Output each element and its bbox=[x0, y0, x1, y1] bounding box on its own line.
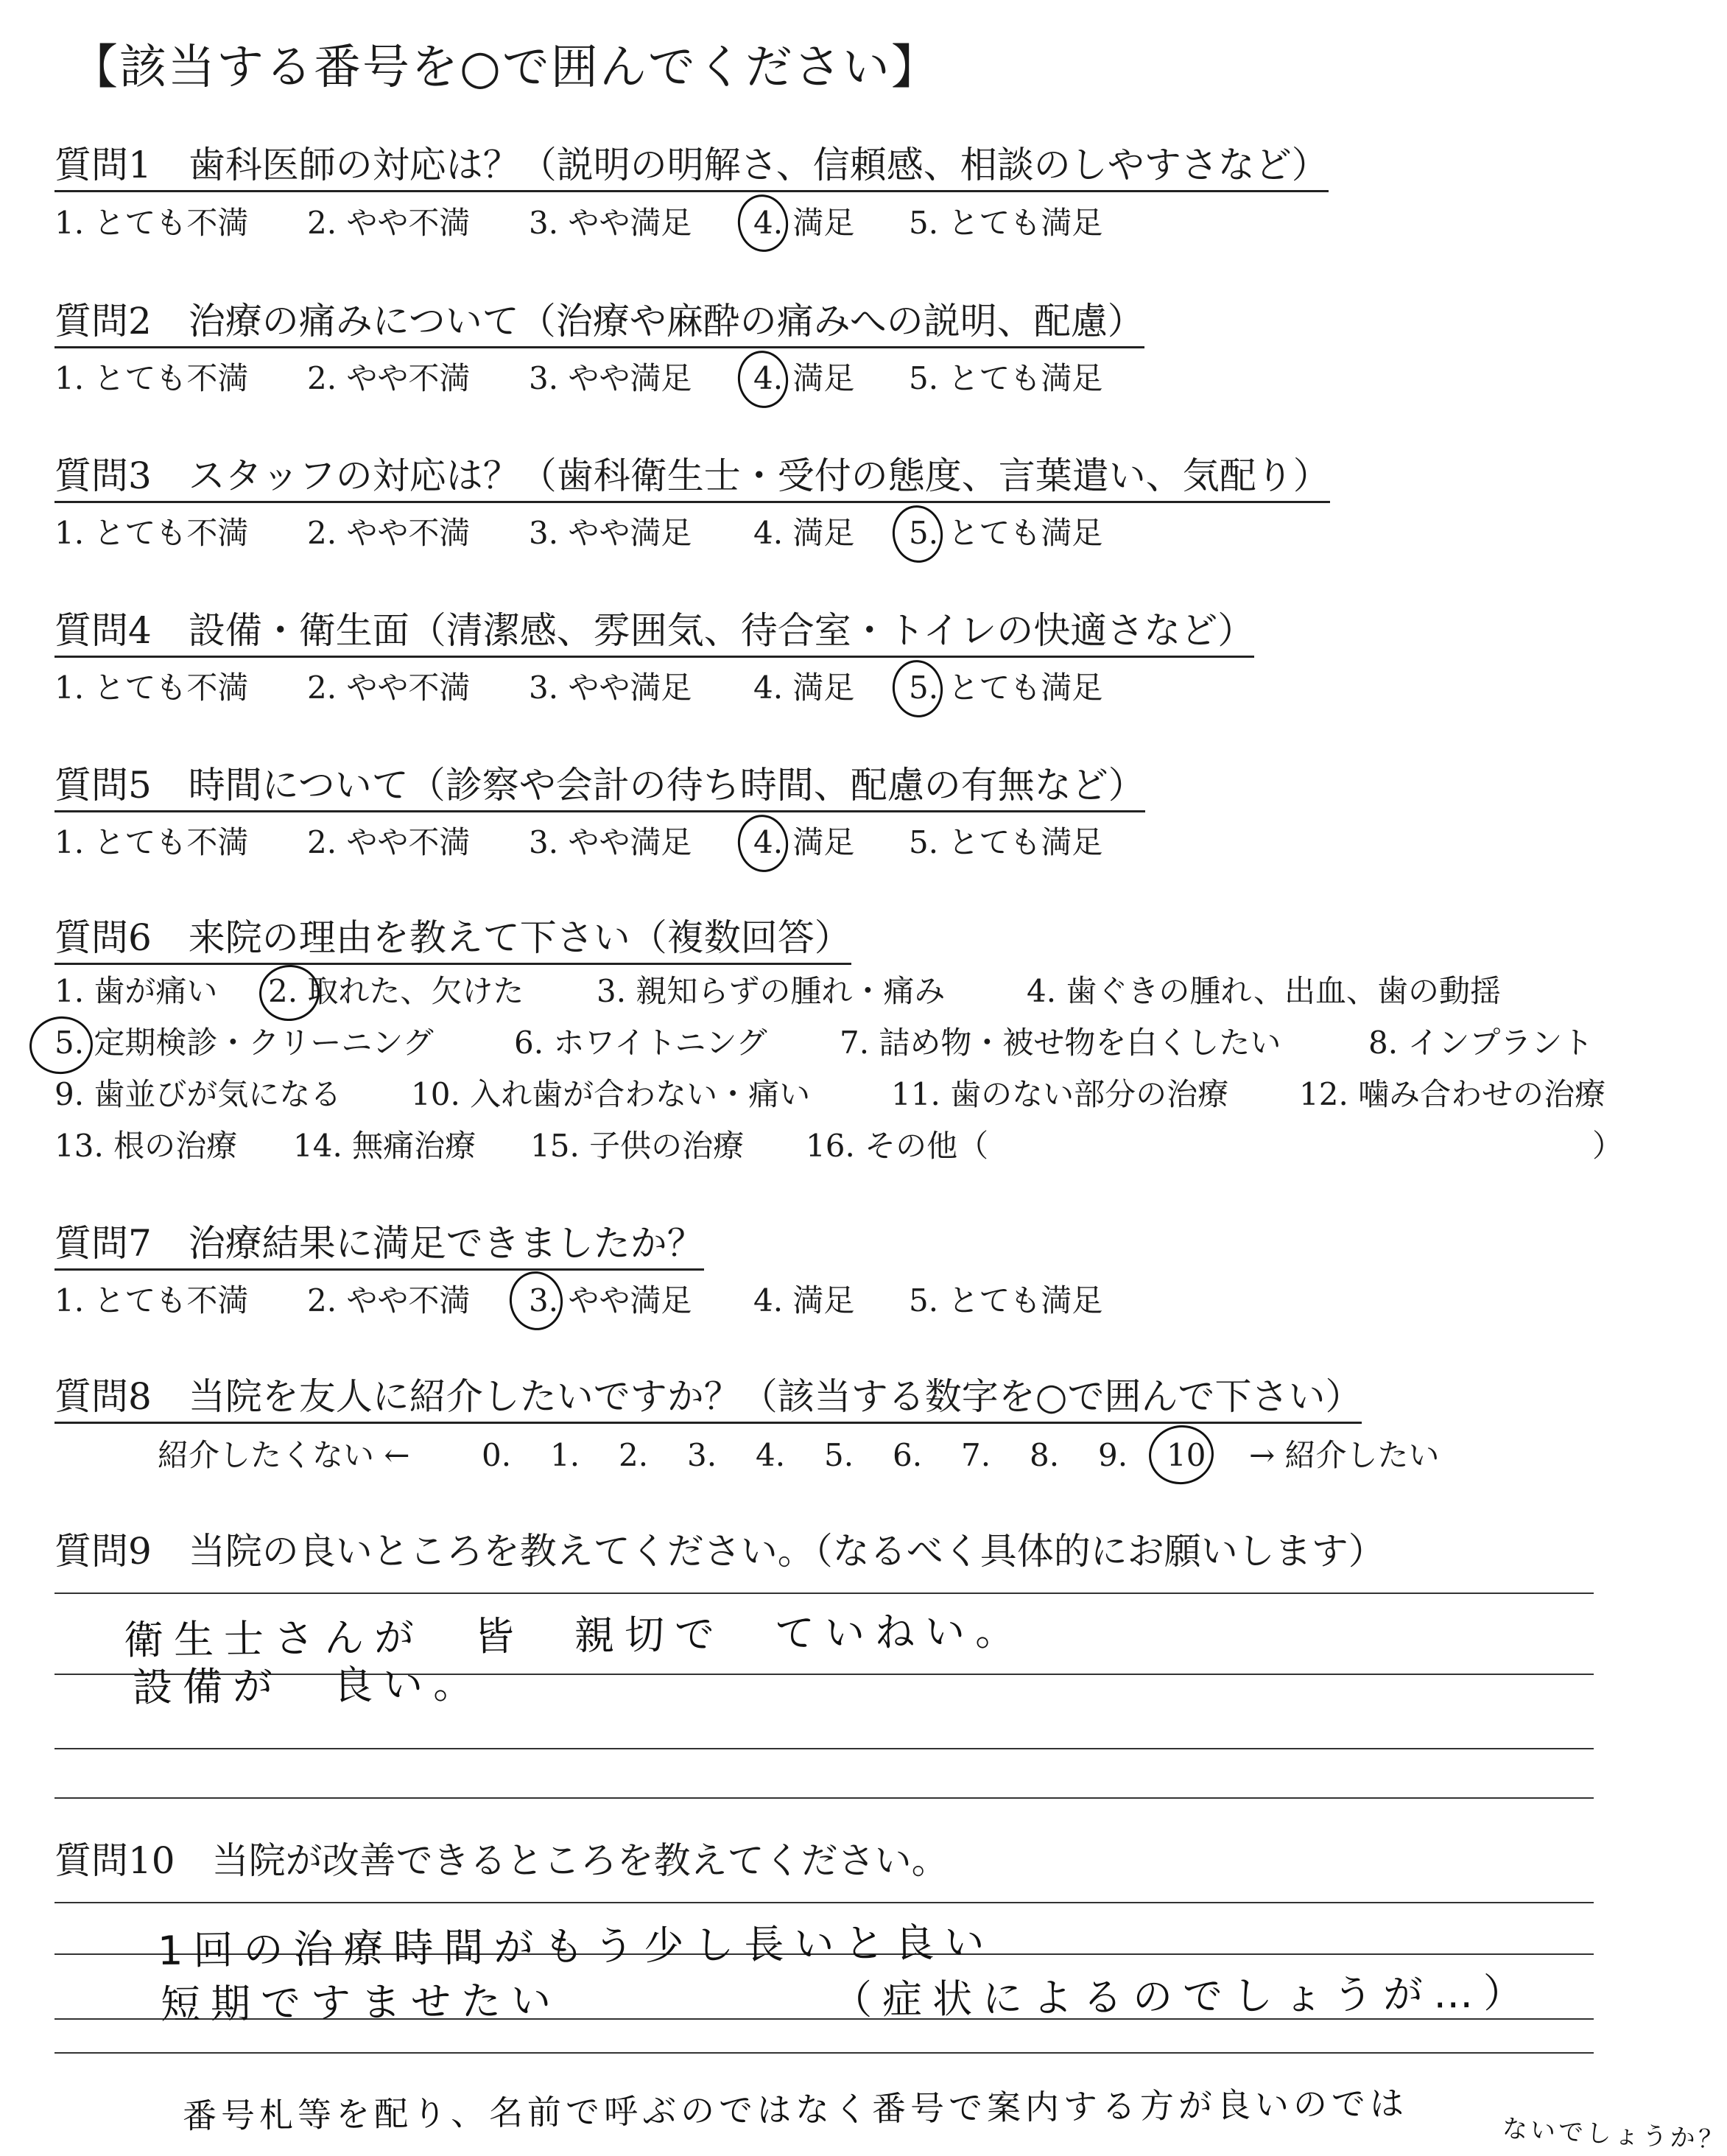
q6-option-4[interactable]: 4. 歯ぐきの腫れ、出血、歯の動揺 bbox=[1027, 973, 1501, 1009]
q3-option-5[interactable]: 5. とても満足 bbox=[909, 515, 1103, 551]
q4-option-4[interactable]: 4. 満足 bbox=[753, 670, 855, 706]
q5-option-3[interactable]: 3. やや満足 bbox=[529, 824, 692, 860]
q4-option-5[interactable]: 5. とても満足 bbox=[909, 670, 1103, 706]
q2-option-3[interactable]: 3. やや満足 bbox=[529, 360, 692, 396]
q6-other-close-paren: ） bbox=[1592, 1128, 1624, 1164]
question-3-label: 質問3 スタッフの対応は？（歯科衛生士・受付の態度、言葉遣い、気配り） bbox=[54, 455, 1330, 503]
question-4-label: 質問4 設備・衛生面（清潔感、雰囲気、待合室・トイレの快適さなど） bbox=[54, 610, 1254, 658]
q3-option-3[interactable]: 3. やや満足 bbox=[529, 515, 692, 551]
q2-option-5[interactable]: 5. とても満足 bbox=[909, 360, 1103, 396]
q8-scale-3[interactable]: 3. bbox=[687, 1437, 717, 1473]
q3-option-1[interactable]: 1. とても不満 bbox=[54, 515, 249, 551]
q5-option-2[interactable]: 2. やや不満 bbox=[307, 824, 471, 860]
q2-option-2[interactable]: 2. やや不満 bbox=[307, 360, 471, 396]
answer-line bbox=[54, 1902, 1594, 1903]
question-10-label: 質問10 当院が改善できるところを教えてください。 bbox=[54, 1839, 949, 1882]
q6-option-6[interactable]: 6. ホワイトニング bbox=[514, 1025, 767, 1061]
q8-scale-7[interactable]: 7. bbox=[961, 1437, 991, 1473]
q6-option-14[interactable]: 14. 無痛治療 bbox=[293, 1128, 476, 1164]
answer-line bbox=[54, 2052, 1594, 2054]
q8-scale-2[interactable]: 2. bbox=[619, 1437, 649, 1473]
q8-scale-8[interactable]: 8. bbox=[1030, 1437, 1060, 1473]
q8-scale-9[interactable]: 9. bbox=[1098, 1437, 1128, 1473]
answer-line bbox=[54, 1593, 1594, 1594]
q5-option-5[interactable]: 5. とても満足 bbox=[909, 824, 1103, 860]
q7-option-4[interactable]: 4. 満足 bbox=[753, 1282, 855, 1318]
question-2-label: 質問2 治療の痛みについて（治療や麻酔の痛みへの説明、配慮） bbox=[54, 301, 1144, 348]
q5-option-1[interactable]: 1. とても不満 bbox=[54, 824, 249, 860]
question-7-label: 質問7 治療結果に満足できましたか？ bbox=[54, 1223, 704, 1271]
answer-line bbox=[54, 1797, 1594, 1799]
q10-handwritten-answer-line-4: ないでしょうか？ bbox=[1501, 2114, 1727, 2155]
q6-option-1[interactable]: 1. 歯が痛い bbox=[54, 973, 218, 1009]
q9-handwritten-answer-line-2: 設備が 良い。 bbox=[132, 1660, 484, 1711]
q6-option-7[interactable]: 7. 詰め物・被せ物を白くしたい bbox=[840, 1025, 1281, 1061]
q10-handwritten-answer-note: （症状によるのでしょうが…） bbox=[831, 1970, 1534, 2023]
question-1-label: 質問1 歯科医師の対応は？（説明の明解さ、信頼感、相談のしやすさなど） bbox=[54, 144, 1329, 192]
q2-option-1[interactable]: 1. とても不満 bbox=[54, 360, 249, 396]
q8-scale-5[interactable]: 5. bbox=[824, 1437, 854, 1473]
q8-scale-1[interactable]: 1. bbox=[550, 1437, 580, 1473]
q6-option-13[interactable]: 13. 根の治療 bbox=[54, 1128, 238, 1164]
q6-option-8[interactable]: 8. インプラント bbox=[1368, 1025, 1594, 1061]
q6-option-10[interactable]: 10. 入れ歯が合わない・痛い bbox=[411, 1076, 811, 1112]
q5-option-4[interactable]: 4. 満足 bbox=[753, 824, 855, 860]
q8-scale-10[interactable]: 10 bbox=[1167, 1437, 1206, 1473]
q3-option-2[interactable]: 2. やや不満 bbox=[307, 515, 471, 551]
q1-option-3[interactable]: 3. やや満足 bbox=[529, 205, 692, 241]
question-9-label: 質問9 当院の良いところを教えてください。（なるべく具体的にお願いします） bbox=[54, 1530, 1385, 1573]
q8-scale-6[interactable]: 6. bbox=[893, 1437, 923, 1473]
q2-option-4[interactable]: 4. 満足 bbox=[753, 360, 855, 396]
q8-scale-4[interactable]: 4. bbox=[756, 1437, 786, 1473]
q6-option-9[interactable]: 9. 歯並びが気になる bbox=[54, 1076, 342, 1112]
q8-scale-0[interactable]: 0. bbox=[482, 1437, 512, 1473]
q9-handwritten-answer-line-1: 衛生士さんが 皆 親切で ていねい。 bbox=[123, 1607, 1026, 1664]
q7-option-1[interactable]: 1. とても不満 bbox=[54, 1282, 249, 1318]
q6-option-15[interactable]: 15. 子供の治療 bbox=[530, 1128, 745, 1164]
page-title: 【該当する番号を○で囲んでください】 bbox=[71, 41, 940, 95]
q1-option-1[interactable]: 1. とても不満 bbox=[54, 205, 249, 241]
answer-line bbox=[54, 1748, 1594, 1749]
q6-option-12[interactable]: 12. 噛み合わせの治療 bbox=[1299, 1076, 1606, 1112]
q10-handwritten-answer-line-3: 番号札等を配り、名前で呼ぶのではなく番号で案内する方が良いのでは bbox=[182, 2083, 1409, 2136]
q7-option-2[interactable]: 2. やや不満 bbox=[307, 1282, 471, 1318]
q4-option-3[interactable]: 3. やや満足 bbox=[529, 670, 692, 706]
q8-scale-right-label: → 紹介したい bbox=[1249, 1437, 1440, 1473]
q1-option-4[interactable]: 4. 満足 bbox=[753, 205, 855, 241]
q6-option-11[interactable]: 11. 歯のない部分の治療 bbox=[891, 1076, 1229, 1112]
q7-option-3[interactable]: 3. やや満足 bbox=[529, 1282, 692, 1318]
q4-option-2[interactable]: 2. やや不満 bbox=[307, 670, 471, 706]
q10-handwritten-answer-line-1: 1回の治療時間がもう少し長いと良い bbox=[157, 1919, 995, 1974]
q10-handwritten-answer-line-2: 短期ですませたい bbox=[160, 1977, 562, 2028]
q6-option-3[interactable]: 3. 親知らずの腫れ・痛み bbox=[597, 973, 946, 1009]
q6-option-2[interactable]: 2. 取れた、欠けた bbox=[268, 973, 524, 1009]
q6-option-16[interactable]: 16. その他（ bbox=[806, 1128, 989, 1164]
question-5-label: 質問5 時間について（診察や会計の待ち時間、配慮の有無など） bbox=[54, 765, 1145, 812]
q1-option-2[interactable]: 2. やや不満 bbox=[307, 205, 471, 241]
q3-option-4[interactable]: 4. 満足 bbox=[753, 515, 855, 551]
q6-option-5[interactable]: 5. 定期検診・クリーニング bbox=[54, 1025, 434, 1061]
question-6-label: 質問6 来院の理由を教えて下さい（複数回答） bbox=[54, 917, 851, 965]
q1-option-5[interactable]: 5. とても満足 bbox=[909, 205, 1103, 241]
q8-scale-left-label: 紹介したくない ← bbox=[158, 1437, 410, 1473]
q7-option-5[interactable]: 5. とても満足 bbox=[909, 1282, 1103, 1318]
q4-option-1[interactable]: 1. とても不満 bbox=[54, 670, 249, 706]
question-8-label: 質問8 当院を友人に紹介したいですか？（該当する数字を○で囲んで下さい） bbox=[54, 1376, 1362, 1424]
